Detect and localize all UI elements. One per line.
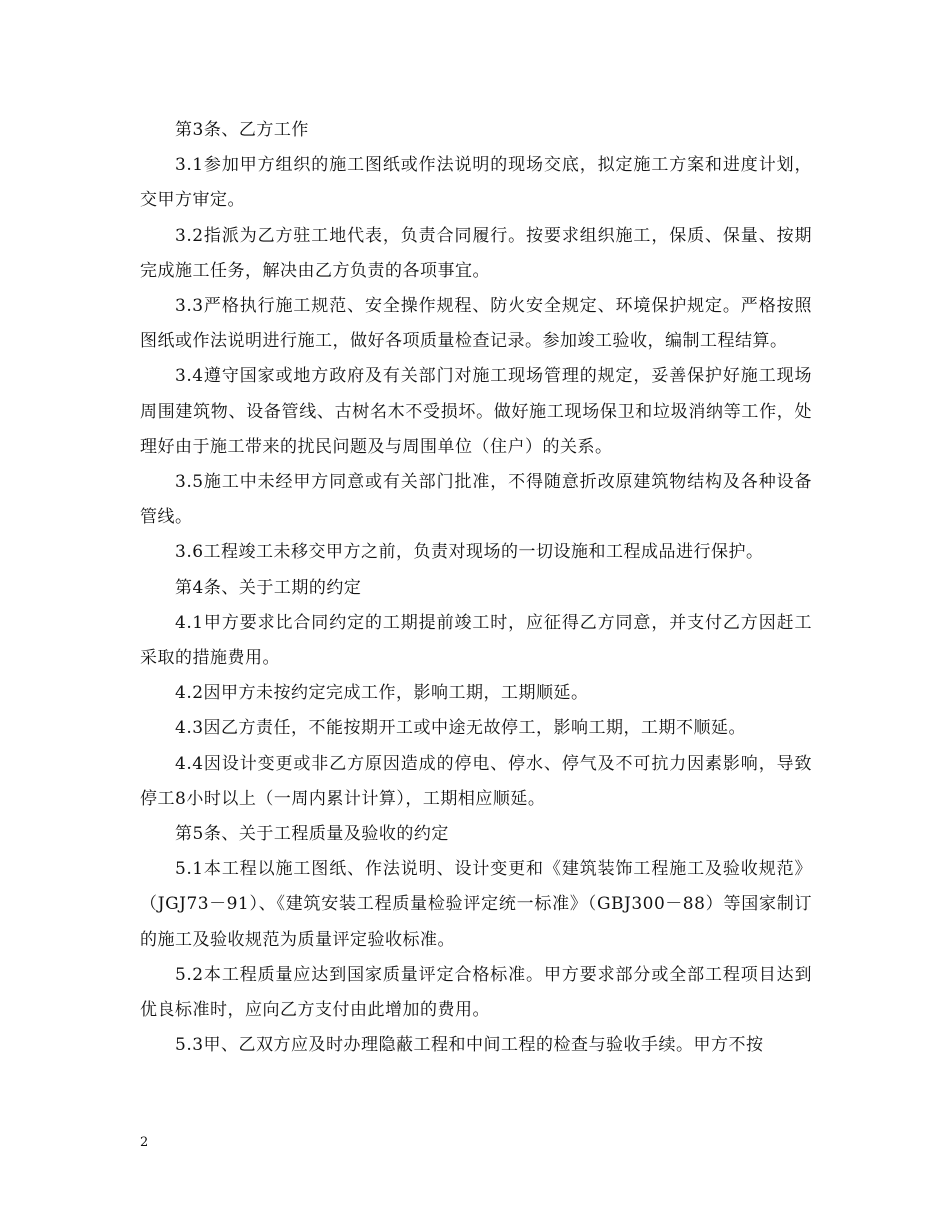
article-3-heading: 第3条、乙方工作 [175,120,309,140]
clause-4-3: 4.3因乙方责任，不能按期开工或中途无故停工，影响工期，工期不顺延。 [175,718,747,739]
clause-3-6: 3.6工程竣工未移交甲方之前，负责对现场的一切设施和工程成品进行保护。 [175,542,764,563]
clause-3-1: 3.1参加甲方组织的施工图纸或作法说明的现场交底，拟定施工方案和进度计划，交甲方审定。 [140,155,812,211]
clause-3-2: 3.2指派为乙方驻工地代表，负责合同履行。按要求组织施工，保质、保量、按期完成施工任务，解决由乙方负责的各项事宜。 [140,225,812,281]
clause-4-4: 4.4因设计变更或非乙方原因造成的停电、停水、停气及不可抗力因素影响，导致停工8小时以上（一周内累计计算），工期相应顺延。 [140,753,812,809]
clause-3-3: 3.3严格执行施工规范、安全操作规程、防火安全规定、环境保护规定。严格按照图纸或作法说明进行施工，做好各项质量检查记录。参加竣工验收，编制工程结算。 [140,296,812,352]
article-4-heading: 第4条、关于工期的约定 [175,577,362,598]
clause-5-3: 5.3甲、乙双方应及时办理隐蔽工程和中间工程的检查与验收手续。甲方不按 [175,1035,764,1056]
clause-3-4: 3.4遵守国家或地方政府及有关部门对施工现场管理的规定，妥善保护好施工现场周围建筑物、设备管线、古树名木不受损坏。做好施工现场保卫和垃圾消纳等工作，处理好由于施工带来的扰民问题及与周围单位（住户）的关系。 [140,366,812,457]
clause-5-2: 5.2本工程质量应达到国家质量评定合格标准。甲方要求部分或全部工程项目达到优良标准时，应向乙方支付由此增加的费用。 [140,964,812,1021]
clause-3-5: 3.5施工中未经甲方同意或有关部门批准，不得随意折改原建筑物结构及各种设备管线。 [140,472,812,528]
clause-4-2: 4.2因甲方未按约定完成工作，影响工期，工期顺延。 [175,683,589,704]
clause-4-1: 4.1甲方要求比合同约定的工期提前竣工时，应征得乙方同意，并支付乙方因赶工采取的措施费用。 [140,612,812,669]
article-5-heading: 第5条、关于工程质量及验收的约定 [175,824,449,845]
page-number: 2 [140,1135,149,1150]
document-body [140,113,812,1063]
clause-5-1: 5.1本工程以施工图纸、作法说明、设计变更和《建筑装饰工程施工及验收规范》（JGJ73－91）、《建筑安装工程质量检验评定统一标准》（GBJ300－88）等国家制订的施工及验收规范为质量评定验收标准。 [140,859,812,950]
